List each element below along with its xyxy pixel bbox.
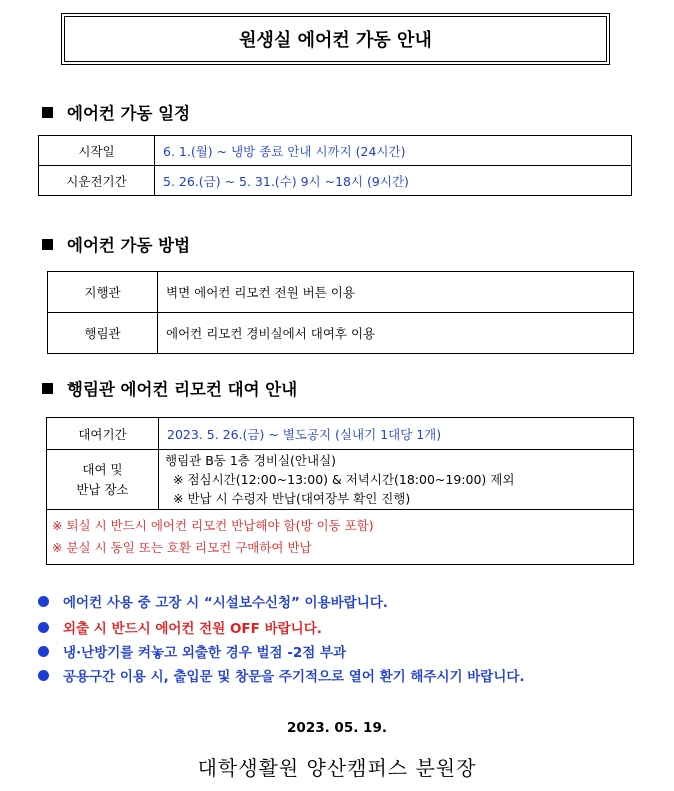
row-value: 6. 1.(월) ~ 냉방 종료 안내 시까지 (24시간) [155,136,632,166]
circle-bullet-icon [38,646,49,657]
place-line: 행림관 B동 1층 경비실(안내실) [165,453,337,468]
issue-date: 2023. 05. 19. [287,720,387,736]
notice-bullet: 외출 시 반드시 에어컨 전원 OFF 바랍니다. [38,617,322,637]
row-label: 대여기간 [47,418,159,450]
row-label: 시운전기간 [39,166,155,196]
row-value: 5. 26.(금) ~ 5. 31.(수) 9시 ~18시 (9시간) [155,166,632,196]
section-heading-text: 에어컨 가동 방법 [67,236,191,255]
table-row [47,510,634,565]
row-value: 에어컨 리모컨 경비실에서 대여후 이용 [158,313,634,354]
row-label: 지행관 [48,272,158,313]
section-heading-method [42,232,190,256]
row-value [159,450,634,510]
row-value: 벽면 에어컨 리모컨 전원 버튼 이용 [158,272,634,313]
signature: 대학생활원 양산캠퍼스 분원장 [197,756,477,780]
rental-table [46,417,634,565]
place-note: ※ 점심시간(12:00~13:00) & 저녁시간(18:00~19:00) 제외 [173,472,515,487]
warning-cell [47,510,634,565]
row-value: 2023. 5. 26.(금) ~ 별도공지 (실내기 1대당 1개) [159,418,634,450]
table-row [47,450,634,510]
notice-bullet: 에어컨 사용 중 고장 시 “시설보수신청” 이용바랍니다. [38,591,388,611]
page-title: 원생실 에어컨 가동 안내 [64,16,607,62]
table-row [48,272,634,313]
square-bullet-icon [42,239,53,250]
warning-text: ※ 퇴실 시 반드시 에어컨 리모컨 반납해야 함(방 이동 포함) [52,518,374,533]
square-bullet-icon [42,383,53,394]
warning-text: ※ 분실 시 동일 또는 호환 리모컨 구매하여 반납 [52,540,312,555]
section-heading-text: 행림관 에어컨 리모컨 대여 안내 [67,380,298,399]
place-note: ※ 반납 시 수령자 반납(대여장부 확인 진행) [173,491,411,506]
table-row [47,418,634,450]
section-heading-schedule [42,100,190,124]
notice-bullet: 공용구간 이용 시, 출입문 및 창문을 주기적으로 열어 환기 해주시기 바랍니다. [38,665,525,685]
section-heading-rental [42,376,297,400]
schedule-table [38,135,632,196]
circle-bullet-icon [38,670,49,681]
table-row [48,313,634,354]
method-table [47,271,634,354]
notice-bullet: 냉·난방기를 켜놓고 외출한 경우 벌점 -2점 부과 [38,641,346,661]
circle-bullet-icon [38,622,49,633]
row-label: 행림관 [48,313,158,354]
table-row [39,136,632,166]
row-label: 시작일 [39,136,155,166]
square-bullet-icon [42,107,53,118]
circle-bullet-icon [38,596,49,607]
title-box [61,13,610,65]
row-label: 대여 및 반납 장소 [47,450,159,510]
table-row [39,166,632,196]
section-heading-text: 에어컨 가동 일정 [67,104,191,123]
